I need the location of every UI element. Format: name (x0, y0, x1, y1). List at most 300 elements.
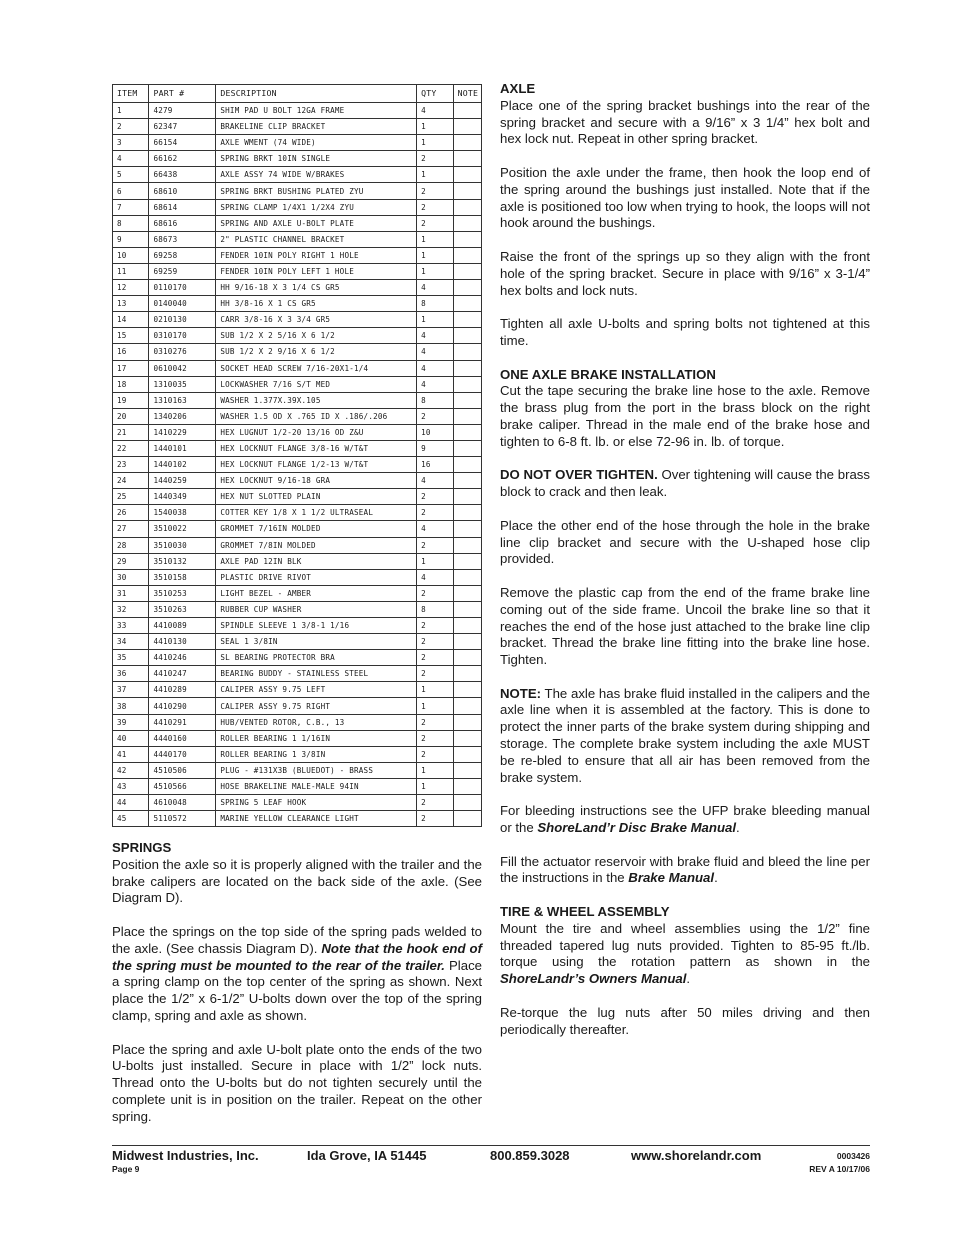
cell-note (453, 553, 481, 569)
brake-para-6-text: For bleeding instructions see the UFP brake bleeding manual or the (500, 803, 870, 836)
cell-description: AXLE ASSY 74 WIDE W/BRAKES (216, 167, 417, 183)
cell-qty: 1 (417, 231, 453, 247)
cell-item: 27 (113, 521, 149, 537)
cell-note (453, 569, 481, 585)
cell-item: 35 (113, 650, 149, 666)
owners-manual-ref: ShoreLandr’s Owners Manual (500, 971, 687, 987)
cell-item: 8 (113, 215, 149, 231)
brake-para-2 (500, 467, 870, 501)
axle-heading: AXLE (500, 81, 536, 96)
cell-part: 4610048 (149, 795, 216, 811)
cell-note (453, 312, 481, 328)
cell-description: HOSE BRAKELINE MALE-MALE 94IN (216, 778, 417, 794)
cell-note (453, 376, 481, 392)
cell-item: 42 (113, 762, 149, 778)
table-row (113, 650, 482, 666)
cell-description: AXLE WMENT (74 WIDE) (216, 135, 417, 151)
tire-heading: TIRE & WHEEL ASSEMBLY (500, 904, 670, 920)
table-row (113, 440, 482, 456)
cell-note (453, 714, 481, 730)
cell-part: 3510263 (149, 601, 216, 617)
cell-description: FENDER 10IN POLY RIGHT 1 HOLE (216, 247, 417, 263)
cell-part: 0310170 (149, 328, 216, 344)
brake-para-1: Cut the tape securing the brake line hose to the axle. Remove the brass plug from the port in the brass block on the right brake caliper. Thread in the male end of the brake hose and tighten to 6-8 ft. lb. or else 72-96 in. lb. of torque. (500, 383, 870, 449)
cell-part: 68616 (149, 215, 216, 231)
cell-item: 20 (113, 408, 149, 424)
cell-qty: 4 (417, 569, 453, 585)
cell-qty: 1 (417, 263, 453, 279)
brake-para-7 (500, 854, 870, 888)
cell-part: 0310276 (149, 344, 216, 360)
cell-item: 15 (113, 328, 149, 344)
brake-para-3: Place the other end of the hose through the hole in the brake line clip bracket and secure with the U-shaped hose clip provided. (500, 517, 870, 567)
cell-item: 9 (113, 231, 149, 247)
springs-para-2-text: Place the springs on the top side of the spring pads welded to the axle. (See chassis Diagram D). (112, 923, 482, 956)
table-row (113, 360, 482, 376)
footer-doc-number: 0003426 (836, 1151, 870, 1161)
cell-item: 10 (113, 247, 149, 263)
cell-item: 45 (113, 811, 149, 827)
cell-item: 30 (113, 569, 149, 585)
table-header-row (113, 85, 482, 103)
cell-part: 1440102 (149, 457, 216, 473)
cell-description: AXLE PAD 12IN BLK (216, 553, 417, 569)
cell-item: 6 (113, 183, 149, 199)
cell-qty: 1 (417, 119, 453, 135)
cell-qty: 1 (417, 553, 453, 569)
table-row (113, 730, 482, 746)
table-row (113, 618, 482, 634)
table-row (113, 473, 482, 489)
cell-part: 3510132 (149, 553, 216, 569)
table-row (113, 183, 482, 199)
table-row (113, 601, 482, 617)
cell-note (453, 280, 481, 296)
cell-description: HEX NUT SLOTTED PLAIN (216, 489, 417, 505)
cell-description: CARR 3/8-16 X 3 3/4 GR5 (216, 312, 417, 328)
cell-part: 3510253 (149, 585, 216, 601)
table-row (113, 505, 482, 521)
cell-description: SL BEARING PROTECTOR BRA (216, 650, 417, 666)
cell-qty: 8 (417, 392, 453, 408)
cell-part: 69258 (149, 247, 216, 263)
cell-description: FENDER 10IN POLY LEFT 1 HOLE (216, 263, 417, 279)
cell-part: 66162 (149, 151, 216, 167)
cell-item: 33 (113, 618, 149, 634)
cell-qty: 4 (417, 103, 453, 119)
table-row (113, 392, 482, 408)
cell-item: 34 (113, 634, 149, 650)
table-row (113, 521, 482, 537)
footer-revision: REV A 10/17/06 (809, 1164, 870, 1174)
table-row (113, 682, 482, 698)
cell-note (453, 151, 481, 167)
header-note: NOTE (453, 85, 481, 103)
cell-qty: 2 (417, 811, 453, 827)
cell-part: 68610 (149, 183, 216, 199)
cell-part: 4440170 (149, 746, 216, 762)
cell-note (453, 392, 481, 408)
cell-description: GROMMET 7/16IN MOLDED (216, 521, 417, 537)
cell-qty: 2 (417, 714, 453, 730)
cell-description: HEX LOCKNUT 9/16-18 GRA (216, 473, 417, 489)
table-row (113, 135, 482, 151)
cell-note (453, 762, 481, 778)
cell-part: 0210130 (149, 312, 216, 328)
cell-part: 62347 (149, 119, 216, 135)
brake-para-5-text: The axle has brake fluid installed in the calipers and the axle line when it is assembled at the factory. This is done to protect the inner parts of the brake system during shipping and storage. The complete brake system including the axle MUST be re-bled to ensure that all air has been removed from the brake system. (500, 685, 870, 785)
cell-item: 36 (113, 666, 149, 682)
footer-divider (112, 1145, 870, 1146)
table-row (113, 231, 482, 247)
cell-part: 1440259 (149, 473, 216, 489)
cell-qty: 4 (417, 344, 453, 360)
table-row (113, 811, 482, 827)
cell-description: SPRING 5 LEAF HOOK (216, 795, 417, 811)
cell-part: 3510158 (149, 569, 216, 585)
cell-description: PLUG - #131X3B (BLUEDOT) - BRASS (216, 762, 417, 778)
table-row (113, 263, 482, 279)
cell-qty: 1 (417, 778, 453, 794)
cell-qty: 4 (417, 376, 453, 392)
cell-note (453, 215, 481, 231)
cell-item: 2 (113, 119, 149, 135)
cell-part: 68673 (149, 231, 216, 247)
brake-para-7-text: Fill the actuator reservoir with brake fluid and bleed the line per the instructions in the (500, 853, 870, 886)
cell-part: 66154 (149, 135, 216, 151)
cell-item: 22 (113, 440, 149, 456)
cell-qty: 2 (417, 408, 453, 424)
cell-qty: 1 (417, 247, 453, 263)
cell-qty: 2 (417, 795, 453, 811)
cell-note (453, 650, 481, 666)
cell-qty: 9 (417, 440, 453, 456)
brake-para-5 (500, 686, 870, 787)
cell-note (453, 489, 481, 505)
cell-note (453, 746, 481, 762)
cell-item: 11 (113, 263, 149, 279)
cell-item: 29 (113, 553, 149, 569)
cell-item: 28 (113, 537, 149, 553)
cell-description: SPRING AND AXLE U-BOLT PLATE (216, 215, 417, 231)
table-row (113, 328, 482, 344)
cell-qty: 2 (417, 746, 453, 762)
cell-part: 0140040 (149, 296, 216, 312)
cell-item: 26 (113, 505, 149, 521)
cell-item: 43 (113, 778, 149, 794)
cell-item: 7 (113, 199, 149, 215)
cell-item: 1 (113, 103, 149, 119)
brake-heading: ONE AXLE BRAKE INSTALLATION (500, 366, 716, 382)
cell-note (453, 263, 481, 279)
cell-part: 1540038 (149, 505, 216, 521)
cell-part: 4410290 (149, 698, 216, 714)
cell-item: 12 (113, 280, 149, 296)
tire-para-1-text: Mount the tire and wheel assemblies using the 1/2” fine threaded tapered lug nuts provided. Tighten to 85-95 ft./lb. torque using the rotation pattern as shown in the (500, 920, 870, 970)
table-row (113, 296, 482, 312)
table-row (113, 762, 482, 778)
cell-qty: 2 (417, 730, 453, 746)
cell-qty: 2 (417, 215, 453, 231)
header-qty: QTY (417, 85, 453, 103)
header-part: PART # (149, 85, 216, 103)
note-label: NOTE: (500, 685, 542, 701)
cell-note (453, 457, 481, 473)
cell-description: HH 3/8-16 X 1 CS GR5 (216, 296, 417, 312)
cell-part: 3510022 (149, 521, 216, 537)
cell-item: 23 (113, 457, 149, 473)
cell-description: SPRING BRKT 10IN SINGLE (216, 151, 417, 167)
table-row (113, 151, 482, 167)
cell-item: 16 (113, 344, 149, 360)
springs-para-3: Place the spring and axle U-bolt plate onto the ends of the two U-bolts just installed. Secure in place with 1/2” lock nuts. Thread onto the U-bolts but do not tighten securely until the complete unit is in position on the trailer. Repeat on the other spring. (112, 1041, 482, 1124)
cell-item: 14 (113, 312, 149, 328)
cell-item: 25 (113, 489, 149, 505)
cell-part: 5110572 (149, 811, 216, 827)
brake-para-6-end: . (736, 820, 740, 836)
cell-description: SEAL 1 3/8IN (216, 634, 417, 650)
cell-note (453, 682, 481, 698)
cell-part: 4279 (149, 103, 216, 119)
cell-part: 3510030 (149, 537, 216, 553)
cell-note (453, 119, 481, 135)
cell-note (453, 730, 481, 746)
cell-description: COTTER KEY 1/8 X 1 1/2 ULTRASEAL (216, 505, 417, 521)
footer-page-number: Page 9 (112, 1164, 140, 1174)
cell-part: 1340206 (149, 408, 216, 424)
springs-para-1: Position the axle so it is properly aligned with the trailer and the brake calipers are located on the back side of the axle. (See Diagram D). (112, 856, 482, 906)
cell-note (453, 666, 481, 682)
table-row (113, 585, 482, 601)
cell-qty: 2 (417, 634, 453, 650)
springs-heading: SPRINGS (112, 840, 172, 855)
cell-part: 4410289 (149, 682, 216, 698)
cell-description: CALIPER ASSY 9.75 RIGHT (216, 698, 417, 714)
cell-note (453, 231, 481, 247)
springs-para-2-text-b: Place a spring clamp on the top center of the spring as shown. Next place the 1/2” x 6-1/2” U-bolts down over the top of the spring clamp, spring and axle as shown. (112, 957, 483, 1023)
cell-note (453, 778, 481, 794)
table-row (113, 119, 482, 135)
cell-description: SUB 1/2 X 2 9/16 X 6 1/2 (216, 344, 417, 360)
cell-description: MARINE YELLOW CLEARANCE LIGHT (216, 811, 417, 827)
cell-description: ROLLER BEARING 1 1/16IN (216, 730, 417, 746)
cell-part: 4410247 (149, 666, 216, 682)
table-row (113, 408, 482, 424)
cell-qty: 4 (417, 473, 453, 489)
brake-para-7-end: . (714, 870, 718, 886)
cell-part: 68614 (149, 199, 216, 215)
cell-description: HEX LUGNUT 1/2-20 13/16 OD Z&U (216, 424, 417, 440)
cell-part: 1440101 (149, 440, 216, 456)
cell-note (453, 408, 481, 424)
cell-note (453, 344, 481, 360)
brake-para-4: Remove the plastic cap from the end of the frame brake line coming out of the side frame. Uncoil the brake line so that it reaches the end of the hose just attached to the brake line clip bracket. Thread the brake line fitting into the brake line hose. Tighten. (500, 584, 870, 668)
cell-qty: 4 (417, 280, 453, 296)
table-row (113, 280, 482, 296)
cell-qty: 2 (417, 199, 453, 215)
table-row (113, 778, 482, 794)
cell-note (453, 424, 481, 440)
cell-qty: 2 (417, 183, 453, 199)
axle-para-3: Raise the front of the springs up so they align with the front hole of the spring bracket. Secure in place with 9/16” x 3-1/4” hex bolts and lock nuts. (500, 248, 870, 298)
cell-description: WASHER 1.377X.39X.105 (216, 392, 417, 408)
cell-description: SPRING CLAMP 1/4X1 1/2X4 ZYU (216, 199, 417, 215)
cell-description: SUB 1/2 X 2 5/16 X 6 1/2 (216, 328, 417, 344)
table-row (113, 215, 482, 231)
left-text-column (112, 840, 482, 1126)
parts-table-body (113, 103, 482, 827)
table-row (113, 424, 482, 440)
cell-qty: 4 (417, 360, 453, 376)
cell-qty: 2 (417, 585, 453, 601)
table-row (113, 312, 482, 328)
cell-qty: 2 (417, 537, 453, 553)
cell-part: 4410246 (149, 650, 216, 666)
footer-website: www.shorelandr.com (631, 1148, 762, 1163)
cell-description: SPRING BRKT BUSHING PLATED ZYU (216, 183, 417, 199)
cell-item: 32 (113, 601, 149, 617)
cell-part: 69259 (149, 263, 216, 279)
cell-note (453, 505, 481, 521)
cell-part: 4510506 (149, 762, 216, 778)
cell-note (453, 618, 481, 634)
cell-qty: 1 (417, 167, 453, 183)
table-row (113, 553, 482, 569)
cell-description: SPINDLE SLEEVE 1 3/8-1 1/16 (216, 618, 417, 634)
table-row (113, 376, 482, 392)
cell-item: 4 (113, 151, 149, 167)
cell-qty: 10 (417, 424, 453, 440)
cell-item: 24 (113, 473, 149, 489)
table-row (113, 698, 482, 714)
cell-qty: 16 (417, 457, 453, 473)
table-row (113, 103, 482, 119)
cell-note (453, 360, 481, 376)
cell-part: 4410089 (149, 618, 216, 634)
cell-note (453, 698, 481, 714)
cell-description: WASHER 1.5 OD X .765 ID X .186/.206 (216, 408, 417, 424)
cell-item: 3 (113, 135, 149, 151)
parts-table (112, 84, 482, 827)
cell-note (453, 135, 481, 151)
disc-brake-manual-ref: ShoreLand’r Disc Brake Manual (537, 820, 736, 836)
cell-description: HUB/VENTED ROTOR, C.B., 13 (216, 714, 417, 730)
header-item: ITEM (113, 85, 149, 103)
table-row (113, 457, 482, 473)
cell-part: 66438 (149, 167, 216, 183)
cell-note (453, 634, 481, 650)
do-not-over-tighten-warning: DO NOT OVER TIGHTEN. (500, 467, 658, 483)
cell-part: 0110170 (149, 280, 216, 296)
cell-item: 18 (113, 376, 149, 392)
cell-qty: 8 (417, 601, 453, 617)
cell-description: HH 9/16-18 X 3 1/4 CS GR5 (216, 280, 417, 296)
cell-description: HEX LOCKNUT FLANGE 3/8-16 W/T&T (216, 440, 417, 456)
cell-note (453, 167, 481, 183)
cell-description: ROLLER BEARING 1 3/8IN (216, 746, 417, 762)
cell-item: 19 (113, 392, 149, 408)
cell-note (453, 473, 481, 489)
cell-description: SOCKET HEAD SCREW 7/16-20X1-1/4 (216, 360, 417, 376)
cell-item: 21 (113, 424, 149, 440)
axle-para-4: Tighten all axle U-bolts and spring bolts not tightened at this time. (500, 316, 870, 348)
table-row (113, 489, 482, 505)
cell-item: 44 (113, 795, 149, 811)
cell-description: 2" PLASTIC CHANNEL BRACKET (216, 231, 417, 247)
cell-note (453, 328, 481, 344)
cell-qty: 1 (417, 312, 453, 328)
table-row (113, 167, 482, 183)
cell-note (453, 811, 481, 827)
cell-item: 5 (113, 167, 149, 183)
table-row (113, 344, 482, 360)
brake-manual-ref: Brake Manual (628, 870, 715, 886)
cell-part: 4440160 (149, 730, 216, 746)
cell-part: 1310035 (149, 376, 216, 392)
axle-para-2: Position the axle under the frame, then hook the loop end of the spring around the bushings just installed. Note that if the axle is positioned too low when trying to hook, the loops will not hook around the bushings. (500, 164, 870, 231)
cell-part: 0610042 (149, 360, 216, 376)
axle-para-1: Place one of the spring bracket bushings into the rear of the spring bracket and secure with a 9/16” x 3 1/4” hex bolt and hex lock nut. Repeat in other spring bracket. (500, 97, 870, 147)
tire-para-2: Re-torque the lug nuts after 50 miles driving and then periodically thereafter. (500, 1004, 870, 1037)
cell-description: LIGHT BEZEL - AMBER (216, 585, 417, 601)
table-row (113, 634, 482, 650)
cell-note (453, 199, 481, 215)
footer-city: Ida Grove, IA 51445 (307, 1148, 427, 1163)
cell-item: 13 (113, 296, 149, 312)
cell-part: 4410291 (149, 714, 216, 730)
springs-note-emphasis: Note that the hook end of the spring must be mounted to the rear of the trailer. (112, 940, 482, 973)
cell-description: BEARING BUDDY - STAINLESS STEEL (216, 666, 417, 682)
table-row (113, 537, 482, 553)
cell-part: 4410130 (149, 634, 216, 650)
cell-note (453, 537, 481, 553)
cell-item: 38 (113, 698, 149, 714)
footer-phone: 800.859.3028 (490, 1148, 570, 1163)
cell-description: GROMMET 7/8IN MOLDED (216, 537, 417, 553)
cell-description: PLASTIC DRIVE RIVOT (216, 569, 417, 585)
cell-note (453, 440, 481, 456)
springs-para-2 (112, 924, 482, 1025)
cell-part: 1410229 (149, 424, 216, 440)
tire-para-1 (500, 921, 870, 988)
cell-note (453, 521, 481, 537)
tire-para-1-end: . (686, 971, 691, 987)
header-description: DESCRIPTION (216, 85, 417, 103)
table-row (113, 199, 482, 215)
right-text-column (500, 81, 870, 1038)
cell-part: 4510566 (149, 778, 216, 794)
cell-note (453, 795, 481, 811)
cell-qty: 1 (417, 762, 453, 778)
cell-qty: 2 (417, 489, 453, 505)
brake-para-2-text: Over tightening will cause the brass block to crack and then leak. (500, 467, 870, 500)
cell-note (453, 296, 481, 312)
cell-qty: 2 (417, 618, 453, 634)
cell-qty: 1 (417, 698, 453, 714)
table-row (113, 247, 482, 263)
table-row (113, 666, 482, 682)
cell-description: BRAKELINE CLIP BRACKET (216, 119, 417, 135)
cell-note (453, 183, 481, 199)
cell-qty: 1 (417, 135, 453, 151)
cell-note (453, 601, 481, 617)
cell-item: 17 (113, 360, 149, 376)
cell-qty: 8 (417, 296, 453, 312)
cell-item: 40 (113, 730, 149, 746)
cell-qty: 2 (417, 650, 453, 666)
cell-description: RUBBER CUP WASHER (216, 601, 417, 617)
cell-note (453, 247, 481, 263)
